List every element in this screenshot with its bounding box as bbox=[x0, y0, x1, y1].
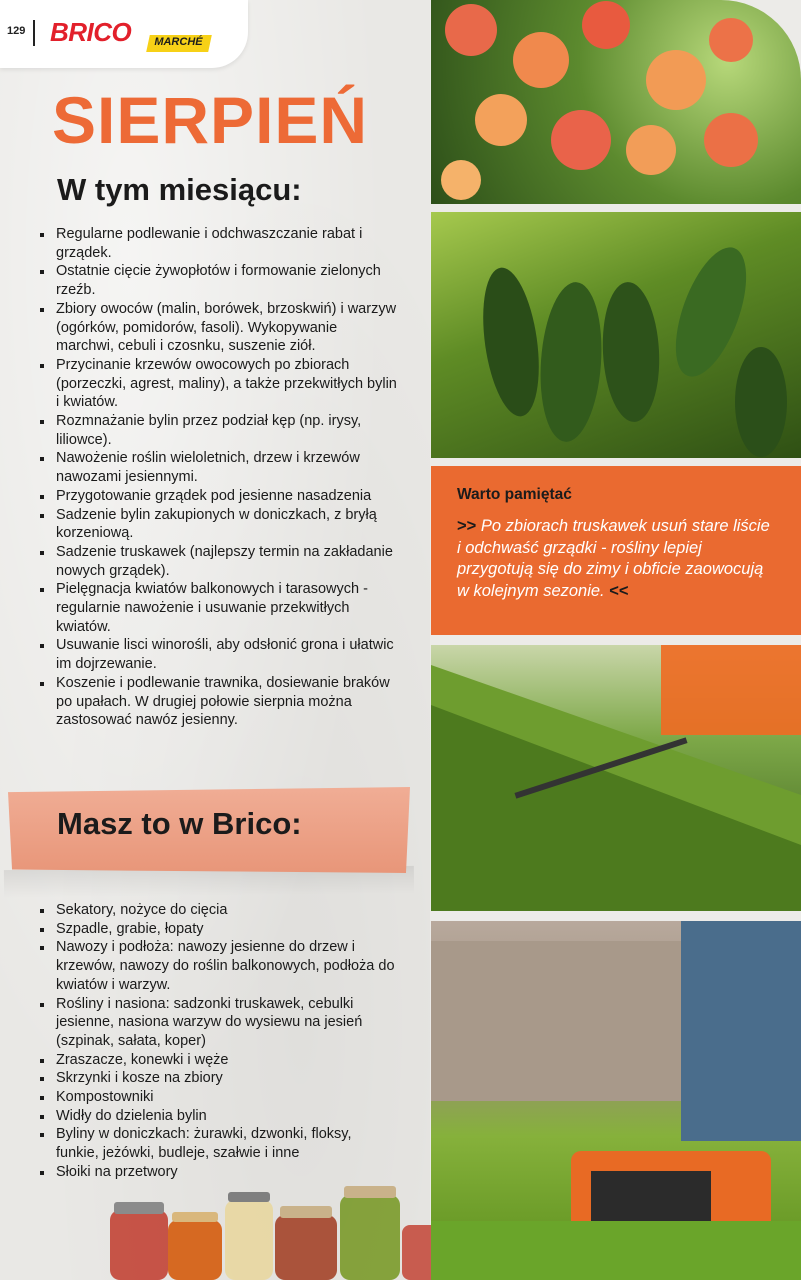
product-item: Kompostowniki bbox=[38, 1088, 398, 1107]
brand-logo-brico: BRICO bbox=[50, 17, 132, 47]
task-item: Zbiory owoców (malin, borówek, brzoskwiń) i warzyw (ogórków, pomidorów, fasoli). Wykopywanie marchwi, cebuli i czosnku, suszenie ziół. bbox=[38, 300, 398, 356]
tasks-heading: W tym miesiącu: bbox=[57, 172, 302, 207]
cucumber-plant-photo bbox=[431, 212, 801, 458]
product-item: Byliny w doniczkach: żurawki, dzwonki, floksy, funkie, jeżówki, budleje, szałwie i inne bbox=[38, 1125, 398, 1162]
product-item: Skrzynki i kosze na zbiory bbox=[38, 1069, 398, 1088]
task-item: Koszenie i podlewanie trawnika, dosiewanie braków po upałach. W drugiej połowie sierpnia można zastosować nawóz jesienny. bbox=[38, 674, 398, 730]
task-item: Rozmnażanie bylin przez podział kęp (np. irysy, liliowce). bbox=[38, 412, 398, 449]
product-item: Rośliny i nasiona: sadzonki truskawek, cebulki jesienne, nasiona warzyw do wysiewu na jesień (szpinak, sałata, koper) bbox=[38, 995, 398, 1051]
task-item: Regularne podlewanie i odchwaszczanie rabat i grządek. bbox=[38, 225, 398, 262]
task-item: Nawożenie roślin wieloletnich, drzew i krzewów nawozami jesiennymi. bbox=[38, 449, 398, 486]
product-item: Szpadle, grabie, łopaty bbox=[38, 920, 398, 939]
task-item: Pielęgnacja kwiatów balkonowych i tarasowych - regularnie nawożenie i usuwanie przekwitłych kwiatów. bbox=[38, 580, 398, 636]
products-list bbox=[38, 901, 398, 1182]
task-item: Usuwanie lisci winorośli, aby odsłonić grona i ułatwic im dojrzewanie. bbox=[38, 636, 398, 673]
products-heading: Masz to w Brico: bbox=[57, 806, 302, 841]
task-item: Sadzenie truskawek (najlepszy termin na zakładanie nowych grządek). bbox=[38, 543, 398, 580]
header-bar bbox=[0, 0, 248, 68]
quote-open-icon: >> bbox=[457, 517, 477, 535]
tip-box bbox=[431, 466, 801, 635]
task-item: Przycinanie krzewów owocowych po zbiorach (porzeczki, agrest, maliny), a także przekwitłych bylin i kwiatów. bbox=[38, 356, 398, 412]
tip-title: Warto pamiętać bbox=[457, 486, 572, 503]
task-item: Sadzenie bylin zakupionych w doniczkach, z bryłą korzeniową. bbox=[38, 506, 398, 543]
peach-tree-photo bbox=[431, 0, 801, 204]
task-item: Przygotowanie grządek pod jesienne nasadzenia bbox=[38, 487, 398, 506]
lawn-mowing-photo bbox=[431, 921, 801, 1280]
product-item: Zraszacze, konewki i węże bbox=[38, 1051, 398, 1070]
hedge-trimming-photo bbox=[431, 645, 801, 911]
page-number: 129 bbox=[7, 25, 26, 37]
tip-body: Po zbiorach truskawek usuń stare liście i odchwaść grządki - rośliny lepiej przygotują się do zimy i obficie zaowocują w kolejnym sezonie. bbox=[457, 517, 770, 600]
product-item: Widły do dzielenia bylin bbox=[38, 1107, 398, 1126]
product-item: Słoiki na przetwory bbox=[38, 1163, 398, 1182]
brand-logo-marche: MARCHÉ bbox=[146, 35, 212, 52]
product-item: Nawozy i podłoża: nawozy jesienne do drzew i krzewów, nawozy do roślin balkonowych, podłoża do kwiatów i warzyw. bbox=[38, 938, 398, 994]
tasks-list bbox=[38, 225, 398, 730]
task-item: Ostatnie cięcie żywopłotów i formowanie zielonych rzeźb. bbox=[38, 262, 398, 299]
month-title: SIERPIEŃ bbox=[52, 83, 369, 157]
header-divider bbox=[33, 20, 35, 46]
product-item: Sekatory, nożyce do cięcia bbox=[38, 901, 398, 920]
tip-text bbox=[457, 516, 777, 602]
quote-close-icon: << bbox=[609, 581, 629, 600]
